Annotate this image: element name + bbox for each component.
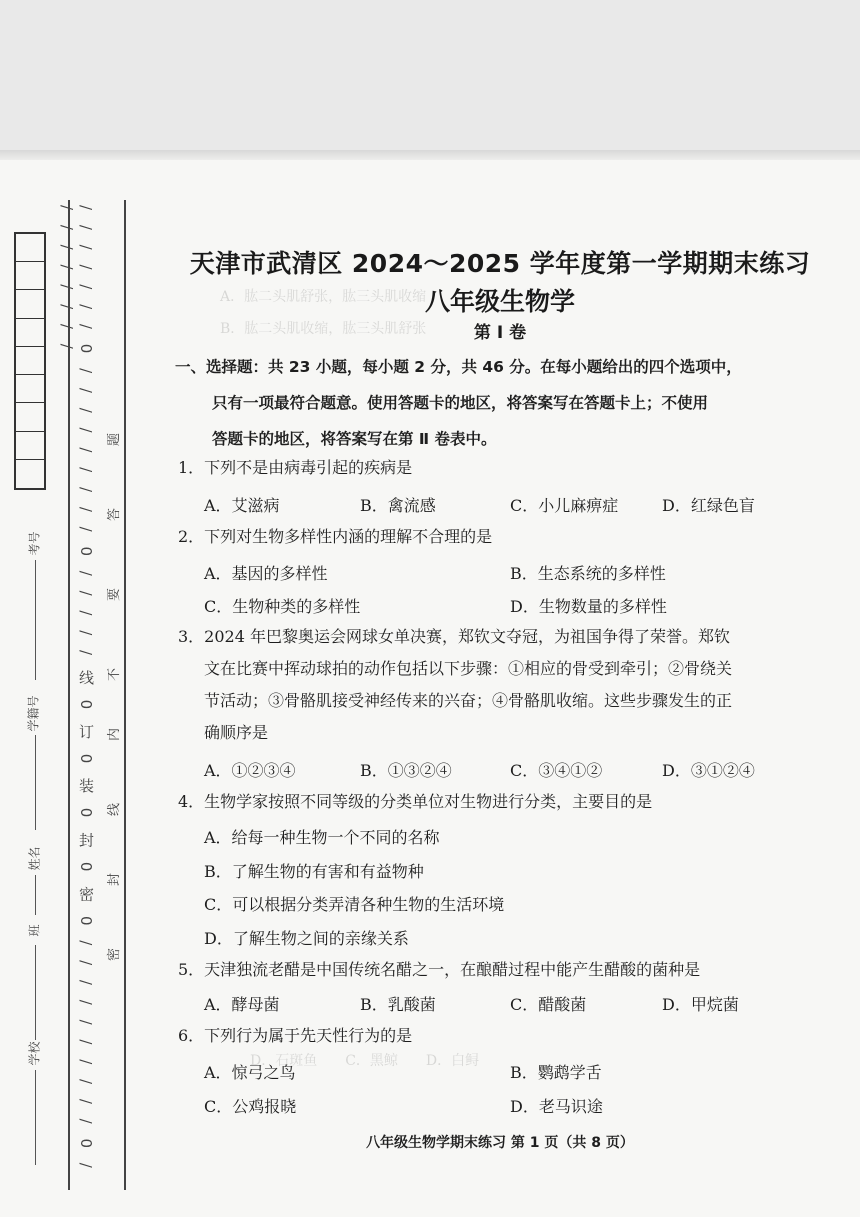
show-through-text: B．肱二头肌收缩，肱三头肌舒张 [220,321,427,337]
exam-number-grid [14,232,46,490]
option-d: D．③①②④ [662,761,755,780]
question-stem: 5．天津独流老醋是中国传统名醋之一，在酿醋过程中能产生醋酸的菌种是 [178,960,701,979]
option-c: C．公鸡报晓 [204,1097,297,1116]
question-stem: 2．下列对生物多样性内涵的理解不合理的是 [178,527,493,546]
section-instruction-line: 只有一项最符合题意。使用答题卡的地区，将答案写在答题卡上；不使用 [212,394,709,412]
exam-title: 天津市武清区 2024～2025 学年度第一学期期末练习 [189,249,811,278]
option-b: B．生态系统的多样性 [510,564,666,583]
option-c: C．可以根据分类弄清各种生物的生活环境 [204,895,505,914]
option-a: A．给每一种生物一个不同的名称 [204,828,440,847]
question-stem-line: 节活动；③骨骼肌接受神经传来的兴奋；④骨骼肌收缩。这些步骤发生的正 [204,691,733,710]
student-no-underline [35,735,36,830]
option-d: D．生物数量的多样性 [510,597,667,616]
show-through-text: D．石斑鱼 C．黑鲸 D．白鲟 [250,1053,480,1069]
exam-no-underline [35,560,36,680]
question-stem: 6．下列行为属于先天性行为的是 [178,1026,413,1045]
section-instruction-line: 答题卡的地区，将答案写在第 Ⅱ 卷表中。 [212,430,497,448]
warning-char: 内 [107,727,123,742]
warning-char: 密 [107,947,123,962]
section-instruction-line: 一、选择题：共 23 小题，每小题 2 分，共 46 分。在每小题给出的四个选项中， [175,358,742,376]
class-underline [35,945,36,1040]
option-d: D．老马识途 [510,1097,603,1116]
warning-char: 答 [107,507,123,522]
class-label: 班 [27,924,42,937]
name-underline [35,875,36,915]
question-stem: 1．下列不是由病毒引起的疾病是 [178,458,413,477]
option-c: C．生物种类的多样性 [204,597,361,616]
question-stem-line: 3．2024 年巴黎奥运会网球女单决赛，郑钦文夺冠，为祖国争得了荣誉。郑钦 [178,627,730,646]
school-underline [35,1070,36,1165]
option-a: A．艾滋病 [204,496,280,515]
option-d: D．了解生物之间的亲缘关系 [204,929,409,948]
option-b: B．鹦鹉学舌 [510,1063,602,1082]
school-label: 学校 [27,1041,42,1066]
question-stem: 4．生物学家按照不同等级的分类单位对生物进行分类，主要目的是 [178,792,653,811]
student-no-label: 学籍号 [26,695,41,732]
binding-line-right [124,200,126,1190]
exam-subject: 八年级生物学 [424,287,575,316]
warning-char: 线 [107,802,123,817]
exam-no-label: 考号 [27,531,42,556]
option-a: A．惊弓之鸟 [204,1063,296,1082]
option-d: D．甲烷菌 [662,995,739,1014]
volume-label: 第 Ⅰ 卷 [473,323,527,343]
option-b: B．乳酸菌 [360,995,436,1014]
option-d: D．红绿色盲 [662,496,755,515]
page-footer: 八年级生物学期末练习 第 1 页（共 8 页） [366,1135,634,1151]
option-c: C．醋酸菌 [510,995,587,1014]
warning-char: 要 [107,587,123,602]
option-a: A．酵母菌 [204,995,280,1014]
option-b: B．①③②④ [360,761,452,780]
option-a: A．基因的多样性 [204,564,328,583]
warning-char: 封 [107,872,123,887]
warning-char: 题 [107,432,123,447]
question-stem-line: 文在比赛中挥动球拍的动作包括以下步骤：①相应的骨受到牵引；②骨绕关 [204,659,733,678]
option-a: A．①②③④ [204,761,296,780]
option-b: B．了解生物的有害和有益物种 [204,862,424,881]
option-c: C．小儿麻痹症 [510,496,619,515]
name-label: 姓名 [27,846,42,871]
seal-line: / / / / / / / 0 / / / / / / / / / 0 / / / / / 线 0 订 0 装 0 封 0 密 0 / / / / / / / / / / 0 / / / / / / / / / [58,205,95,1173]
option-c: C．③④①② [510,761,603,780]
option-b: B．禽流感 [360,496,436,515]
warning-char: 不 [107,667,123,682]
show-through-text: A．肱二头肌舒张，肱三头肌收缩 [220,289,427,305]
question-stem-line: 确顺序是 [204,723,269,742]
